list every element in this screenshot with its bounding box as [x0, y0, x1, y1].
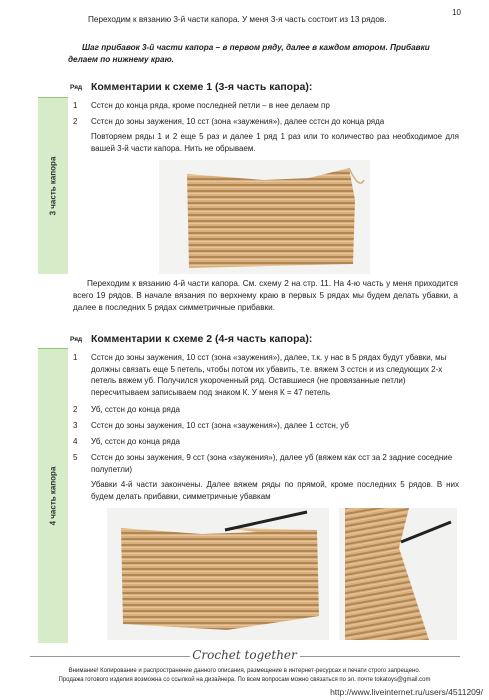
row-number: 2 — [73, 405, 78, 414]
row-text: Сстсн до зоны заужения, 9 сст (зона «заужения»), далее уб (вяжем как сст за 2 задние соседние полупетли) — [91, 453, 453, 474]
footer-sale-note: Продажа готового изделия возможна со ссылкой на дизайнера. По всем вопросам можно связаться по эл. почте tokatoys@gmail.com — [58, 677, 431, 683]
row-number: 3 — [73, 421, 78, 430]
row-column-header-1: Ряд — [70, 84, 83, 91]
sidebar-part-4 — [38, 349, 68, 643]
part4-intro-paragraph: Переходим к вязанию 4-й части капора. См. схему 2 на стр. 11. На 4-ю часть у меня приходится всего 19 рядов. В начале вязания по верхнему краю в первых 5 рядах мы будем делать убавки, а далее в последних 5 рядах симметричные прибавки. — [73, 279, 458, 312]
footer-logo: Crochet together — [192, 648, 297, 662]
row-number: 1 — [73, 353, 78, 362]
crochet-hook-icon — [401, 522, 451, 542]
section1-divider — [38, 97, 68, 98]
row-text: Сстсн до зоны заужения, 10 сст (зона «заужения»), далее 1 сстсн, уб — [91, 421, 349, 430]
row-text: Сстсн до конца ряда, кроме последней петли – в нее делаем пр — [91, 101, 330, 110]
row-number: 2 — [73, 117, 78, 126]
row-column-header-2: Ряд — [70, 336, 83, 343]
row-number: 4 — [73, 437, 78, 446]
row-number: 5 — [73, 453, 78, 462]
sidebar-label-part-3: 3 часть капора — [48, 156, 58, 216]
section1-title: Комментарии к схеме 1 (3-я часть капора): — [91, 81, 313, 93]
section2-divider — [38, 348, 68, 349]
increase-rule: Шаг прибавок 3-й части капора – в первом ряду, далее в каждом втором. Прибавки делаем по нижнему краю. — [68, 43, 430, 65]
footer-copyright-note: Внимание! Копирование и распространение данного описания, размещение в интернет-ресурсах и печати строго запрещено. — [68, 668, 421, 674]
page-number: 10 — [452, 8, 461, 17]
knit-photo-part-4 — [107, 508, 329, 640]
sidebar-part-3 — [38, 98, 68, 274]
row-text: Уб, сстсн до конца ряда — [91, 437, 181, 446]
knit-photo-part-3 — [159, 160, 370, 274]
intro-paragraph: Переходим к вязанию 3-й части капора. У меня 3-я часть состоит из 13 рядов. — [88, 15, 387, 24]
section1-continuation: Повторяем ряды 1 и 2 еще 5 раз и далее 1 ряд 1 раз или то количество раз необходимое для вашей 3-й части капора. Нить не обрываем. — [91, 132, 459, 153]
section2-title: Комментарии к схеме 2 (4-я часть капора): — [91, 333, 313, 345]
crochet-hook-icon — [225, 512, 307, 530]
row-text: Сстсн до зоны заужения, 10 сст (зона «заужения»), далее сстсн до конца ряда — [91, 117, 385, 126]
knit-closeup-shape — [339, 508, 457, 640]
knit-piece-shape — [107, 508, 329, 640]
knit-photo-closeup — [339, 508, 457, 640]
source-url-link[interactable]: http://www.liveinternet.ru/users/4511209/ — [330, 687, 483, 697]
sidebar-label-part-4: 4 часть капора — [48, 466, 58, 526]
section2-continuation: Убавки 4-й части закончены. Далее вяжем ряды по прямой, кроме последних 5 рядов. В них будем делать прибавки, симметричные убавкам — [91, 480, 459, 501]
row-text: Уб, сстсн до конца ряда — [91, 405, 181, 414]
knit-piece-shape — [159, 160, 370, 274]
row-number: 1 — [73, 101, 78, 110]
row-text: Сстсн до зоны заужения, 10 сст (зона «заужения»), далее, т.к. у нас в 5 рядах будут убавки, мы должны связать еще 5 петель, чтобы потом их убавить, т.е. вяжем 3 сстсн и из следующих 2-х петель вяжем уб. Получился укороченный ряд. Оставшиеся (не провязанные петли) пересчитываем записываем под знаком К. У меня К = 47 петель — [91, 353, 447, 397]
